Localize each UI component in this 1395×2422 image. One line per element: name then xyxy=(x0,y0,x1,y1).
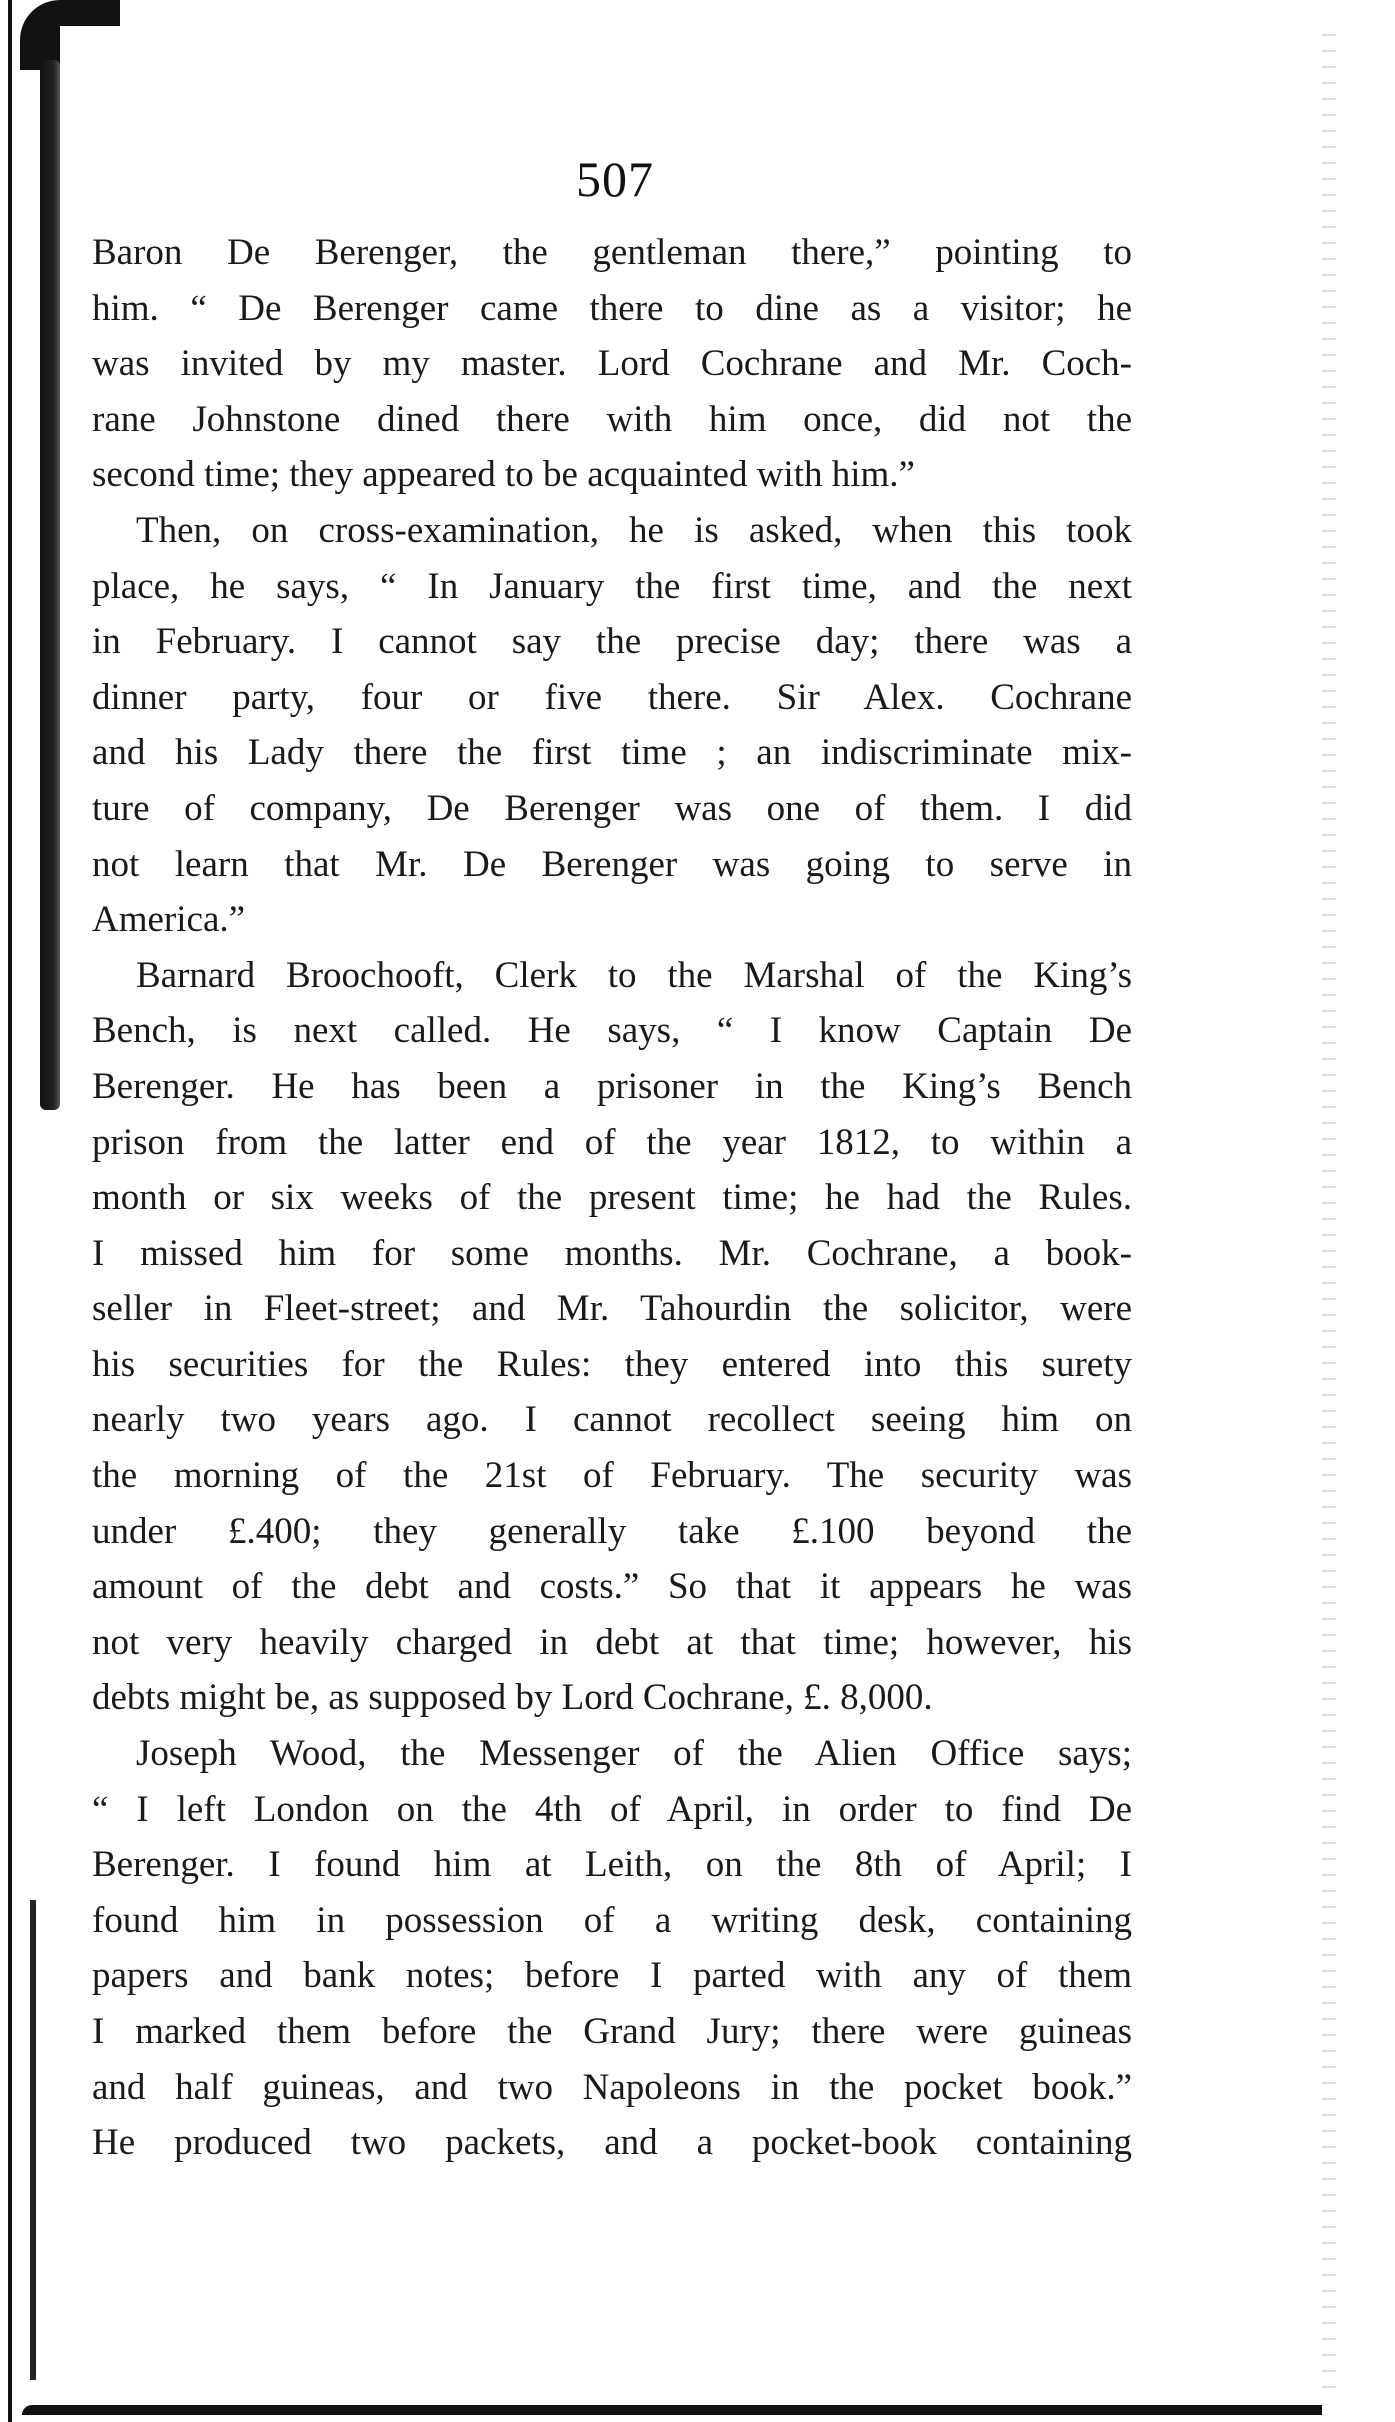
text-line: amount of the debt and costs.” So that it appears he was xyxy=(92,1566,1132,1608)
text-line: in February. I cannot say the precise day; there was a xyxy=(92,621,1132,663)
text-line: him. “ De Berenger came there to dine as a visitor; he xyxy=(92,287,1132,329)
page-number: 507 xyxy=(576,151,654,207)
text-line: Joseph Wood, the Messenger of the Alien Office says; xyxy=(136,1733,1132,1775)
text-line: and his Lady there the first time ; an indiscriminate mix- xyxy=(92,732,1132,774)
binding-shadow-lower xyxy=(30,1900,36,2380)
text-line: Then, on cross-examination, he is asked, when this took xyxy=(136,509,1132,551)
text-line: He produced two packets, and a pocket-book containing xyxy=(92,2122,1132,2164)
text-line: Baron De Berenger, the gentleman there,” pointing to xyxy=(92,232,1132,273)
text-line: seller in Fleet-street; and Mr. Tahourdin the solicitor, were xyxy=(92,1288,1132,1330)
text-line: I marked them before the Grand Jury; there were guineas xyxy=(92,2011,1132,2052)
binding-shadow xyxy=(40,60,60,1110)
body-text xyxy=(92,225,1132,2171)
text-line: papers and bank notes; before I parted with any of them xyxy=(92,1955,1132,1997)
text-line: place, he says, “ In January the first time, and the next xyxy=(92,565,1132,607)
text-line: Berenger. He has been a prisoner in the King’s Bench xyxy=(92,1065,1132,1107)
text-line: dinner party, four or five there. Sir Alex. Cochrane xyxy=(92,676,1132,718)
text-line: rane Johnstone dined there with him once, did not the xyxy=(92,398,1132,440)
text-line: Bench, is next called. He says, “ I know Captain De xyxy=(92,1010,1132,1052)
text-line: ture of company, De Berenger was one of them. I did xyxy=(92,787,1132,829)
text-line: his securities for the Rules: they entered into this surety xyxy=(92,1343,1132,1385)
text-line: I missed him for some months. Mr. Cochrane, a book- xyxy=(92,1232,1132,1274)
text-line: nearly two years ago. I cannot recollect seeing him on xyxy=(92,1399,1132,1441)
text-line: debts might be, as supposed by Lord Cochrane, £. 8,000. xyxy=(92,1677,933,1719)
bottom-edge-rule xyxy=(22,2405,1322,2415)
binding-edge xyxy=(0,0,30,2422)
text-line: Barnard Broochooft, Clerk to the Marshal of the King’s xyxy=(136,954,1132,996)
scan-edge-noise xyxy=(1322,20,1336,2400)
text-line: was invited by my master. Lord Cochrane and Mr. Coch- xyxy=(92,343,1132,385)
text-line: the morning of the 21st of February. The security was xyxy=(92,1455,1132,1497)
text-line: “ I left London on the 4th of April, in order to find De xyxy=(92,1788,1132,1830)
text-line: not very heavily charged in debt at that time; however, his xyxy=(92,1621,1132,1663)
text-line: month or six weeks of the present time; he had the Rules. xyxy=(92,1177,1132,1219)
binding-corner xyxy=(20,0,120,70)
text-line: America.” xyxy=(92,899,246,941)
text-line: and half guineas, and two Napoleons in the pocket book.” xyxy=(92,2066,1132,2108)
text-line: Berenger. I found him at Leith, on the 8th of April; I xyxy=(92,1844,1132,1886)
text-line: found him in possession of a writing desk, containing xyxy=(92,1899,1132,1941)
text-line: under £.400; they generally take £.100 beyond the xyxy=(92,1510,1132,1552)
text-line: prison from the latter end of the year 1812, to within a xyxy=(92,1121,1132,1163)
text-line: second time; they appeared to be acquainted with him.” xyxy=(92,454,915,496)
text-line: not learn that Mr. De Berenger was going to serve in xyxy=(92,843,1132,885)
